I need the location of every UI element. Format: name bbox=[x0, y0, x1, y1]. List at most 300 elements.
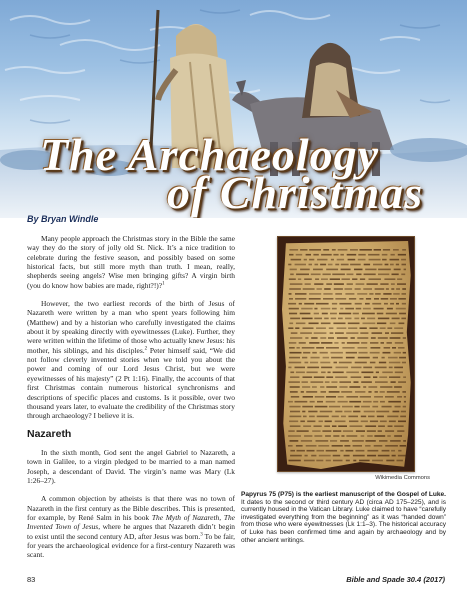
papyrus-script-stroke bbox=[378, 337, 388, 339]
papyrus-script-stroke bbox=[303, 352, 310, 354]
papyrus-script-stroke bbox=[342, 278, 350, 280]
papyrus-script-stroke bbox=[299, 342, 306, 344]
papyrus-script-stroke bbox=[390, 303, 394, 305]
papyrus-script-stroke bbox=[318, 445, 329, 447]
papyrus-script-stroke bbox=[339, 386, 347, 388]
papyrus-script-stroke bbox=[358, 347, 368, 349]
papyrus-script-stroke bbox=[326, 460, 331, 462]
papyrus-script-stroke bbox=[340, 440, 349, 442]
papyrus-script-stroke bbox=[356, 274, 361, 276]
papyrus-script-stroke bbox=[302, 357, 307, 359]
papyrus-script-stroke bbox=[288, 430, 294, 432]
papyrus-script-stroke bbox=[300, 332, 312, 334]
papyrus-script-stroke bbox=[368, 386, 377, 388]
papyrus-script-stroke bbox=[290, 450, 295, 452]
papyrus-script-stroke bbox=[347, 342, 360, 344]
papyrus-script-stroke bbox=[366, 440, 376, 442]
papyrus-script-stroke bbox=[338, 396, 344, 398]
papyrus-script-stroke bbox=[319, 455, 331, 457]
papyrus-script-stroke bbox=[289, 323, 293, 325]
papyrus-script-stroke bbox=[384, 278, 395, 280]
papyrus-script-stroke bbox=[328, 264, 333, 266]
papyrus-script-stroke bbox=[336, 367, 349, 369]
papyrus-script-stroke bbox=[290, 372, 294, 374]
papyrus-script-stroke bbox=[402, 293, 407, 295]
papyrus-script-stroke bbox=[328, 372, 331, 374]
papyrus-script-stroke bbox=[346, 396, 358, 398]
papyrus-script-stroke bbox=[387, 342, 392, 344]
papyrus-script-stroke bbox=[332, 303, 337, 305]
papyrus-script-stroke bbox=[388, 357, 398, 359]
papyrus-script-stroke bbox=[325, 421, 332, 423]
papyrus-script-stroke bbox=[371, 337, 376, 339]
title-line-2: of Christmas bbox=[167, 167, 424, 218]
papyrus-script-stroke bbox=[402, 391, 406, 393]
papyrus-script-stroke bbox=[314, 313, 319, 315]
papyrus-script-stroke bbox=[388, 401, 401, 403]
papyrus-script-stroke bbox=[367, 318, 375, 320]
papyrus-script-stroke bbox=[369, 259, 381, 261]
papyrus-script-stroke bbox=[322, 313, 328, 315]
figure-caption bbox=[241, 491, 446, 544]
papyrus-script-stroke bbox=[361, 421, 368, 423]
papyrus-script-stroke bbox=[353, 411, 360, 413]
photo-credit: Wikimedia Commons bbox=[375, 475, 430, 481]
papyrus-script-stroke bbox=[397, 430, 404, 432]
papyrus-script-stroke bbox=[308, 411, 317, 413]
papyrus-script-stroke bbox=[299, 303, 302, 305]
papyrus-script-stroke bbox=[354, 269, 363, 271]
papyrus-script-stroke bbox=[332, 249, 336, 251]
papyrus-script-stroke bbox=[315, 396, 325, 398]
papyrus-script-stroke bbox=[323, 298, 333, 300]
papyrus-script-stroke bbox=[321, 391, 327, 393]
papyrus-script-stroke bbox=[326, 269, 338, 271]
papyrus-script-stroke bbox=[394, 386, 402, 388]
papyrus-script-stroke bbox=[340, 450, 343, 452]
papyrus-script-stroke bbox=[379, 376, 387, 378]
page-number: 83 bbox=[27, 575, 36, 584]
papyrus-script-stroke bbox=[296, 323, 306, 325]
papyrus-script-stroke bbox=[391, 450, 395, 452]
papyrus-script-stroke bbox=[387, 391, 400, 393]
papyrus-script-stroke bbox=[331, 381, 337, 383]
papyrus-script-stroke bbox=[375, 293, 381, 295]
papyrus-script-stroke bbox=[396, 303, 399, 305]
papyrus-script-stroke bbox=[356, 430, 365, 432]
papyrus-script-stroke bbox=[306, 254, 311, 256]
papyrus-script-stroke bbox=[288, 445, 293, 447]
papyrus-script-stroke bbox=[393, 249, 399, 251]
papyrus-script-stroke bbox=[303, 327, 314, 329]
papyrus-script-stroke bbox=[333, 435, 339, 437]
papyrus-script-stroke bbox=[305, 337, 308, 339]
papyrus-script-stroke bbox=[311, 455, 316, 457]
papyrus-script-stroke bbox=[398, 347, 405, 349]
papyrus-script-stroke bbox=[338, 249, 348, 251]
papyrus-script-stroke bbox=[396, 288, 400, 290]
papyrus-script-stroke bbox=[317, 401, 323, 403]
papyrus-script-stroke bbox=[340, 254, 344, 256]
papyrus-script-stroke bbox=[301, 308, 312, 310]
papyrus-script-stroke bbox=[348, 259, 356, 261]
papyrus-script-stroke bbox=[311, 274, 321, 276]
papyrus-script-stroke bbox=[323, 357, 330, 359]
papyrus-script-stroke bbox=[394, 425, 403, 427]
papyrus-script-stroke bbox=[403, 376, 406, 378]
papyrus-script-stroke bbox=[362, 313, 375, 315]
papyrus-script-stroke bbox=[393, 411, 400, 413]
papyrus-script-stroke bbox=[290, 269, 297, 271]
papyrus-script-stroke bbox=[358, 357, 370, 359]
papyrus-script-stroke bbox=[397, 278, 402, 280]
papyrus-script-stroke bbox=[334, 362, 338, 364]
papyrus-script-stroke bbox=[361, 318, 365, 320]
papyrus-script-stroke bbox=[296, 274, 309, 276]
papyrus-script-stroke bbox=[374, 249, 381, 251]
papyrus-script-stroke bbox=[309, 323, 319, 325]
papyrus-script-stroke bbox=[399, 313, 406, 315]
papyrus-script-stroke bbox=[290, 440, 299, 442]
papyrus-script-stroke bbox=[289, 342, 297, 344]
papyrus-script-stroke bbox=[300, 313, 311, 315]
papyrus-script-stroke bbox=[302, 411, 305, 413]
papyrus-script-stroke bbox=[373, 401, 378, 403]
papyrus-script-stroke bbox=[398, 455, 406, 457]
papyrus-script-stroke bbox=[342, 406, 353, 408]
papyrus-script-stroke bbox=[309, 416, 315, 418]
mary-figure bbox=[302, 43, 372, 118]
papyrus-script-stroke bbox=[380, 401, 385, 403]
papyrus-script-stroke bbox=[395, 342, 403, 344]
papyrus-script-stroke bbox=[384, 303, 388, 305]
papyrus-script-stroke bbox=[359, 352, 368, 354]
papyrus-script-stroke bbox=[374, 308, 384, 310]
papyrus-script-stroke bbox=[306, 391, 317, 393]
papyrus-script-stroke bbox=[353, 455, 365, 457]
papyrus-script-stroke bbox=[316, 303, 329, 305]
papyrus-script-stroke bbox=[341, 416, 346, 418]
papyrus-script-stroke bbox=[373, 357, 378, 359]
papyrus-script-stroke bbox=[398, 450, 401, 452]
papyrus-script-stroke bbox=[290, 337, 302, 339]
papyrus-script-stroke bbox=[350, 264, 361, 266]
papyrus-script-stroke bbox=[325, 435, 331, 437]
papyrus-script-stroke bbox=[363, 323, 376, 325]
papyrus-script-stroke bbox=[345, 308, 354, 310]
papyrus-script-stroke bbox=[312, 430, 320, 432]
papyrus-script-stroke bbox=[321, 342, 332, 344]
papyrus-script-stroke bbox=[349, 421, 358, 423]
papyrus-script-stroke bbox=[353, 313, 359, 315]
papyrus-script-stroke bbox=[311, 357, 320, 359]
papyrus-script-stroke bbox=[319, 421, 323, 423]
papyrus-script-stroke bbox=[302, 406, 313, 408]
papyrus-script-stroke bbox=[348, 327, 357, 329]
papyrus-script-stroke bbox=[314, 318, 322, 320]
paragraph-4: A common objection by atheists is that there was no town of Nazareth in the first century as the Bible describes. This is presented, for example, by René Salm in his book The Myth of Nazareth, The Invented Town of Jesus, where he argues that Nazareth didn’t begin to exist until the second century AD, after Jesus was born.$^3$ To be fair, for years the archaeological evidence for a first-century Nazareth was scant. bbox=[27, 494, 235, 560]
papyrus-script-stroke bbox=[332, 425, 337, 427]
papyrus-script-stroke bbox=[335, 376, 347, 378]
papyrus-script-stroke bbox=[337, 327, 347, 329]
papyrus-script-stroke bbox=[380, 283, 388, 285]
papyrus-script-stroke bbox=[385, 430, 394, 432]
papyrus-script-stroke bbox=[324, 288, 331, 290]
papyrus-script-stroke bbox=[373, 376, 377, 378]
papyrus-script-stroke bbox=[320, 264, 326, 266]
papyrus-script-stroke bbox=[346, 357, 355, 359]
papyrus-script-stroke bbox=[375, 381, 388, 383]
papyrus-script-stroke bbox=[297, 347, 300, 349]
papyrus-script-stroke bbox=[341, 391, 352, 393]
papyrus-script-stroke bbox=[316, 327, 326, 329]
papyrus-script-stroke bbox=[368, 254, 379, 256]
body-column bbox=[27, 234, 235, 569]
papyrus-script-stroke bbox=[394, 327, 403, 329]
papyrus-script-stroke bbox=[315, 406, 328, 408]
papyrus-photo-frame bbox=[277, 236, 415, 472]
papyrus-script-stroke bbox=[367, 455, 376, 457]
papyrus-script-stroke bbox=[290, 411, 300, 413]
author-byline: By Bryan Windle bbox=[27, 214, 99, 224]
papyrus-script-stroke bbox=[313, 269, 323, 271]
papyrus-script-stroke bbox=[355, 362, 367, 364]
article-title bbox=[0, 128, 467, 218]
journal-citation: Bible and Spade 30.4 (2017) bbox=[346, 575, 445, 584]
papyrus-script-stroke bbox=[329, 327, 334, 329]
papyrus-script-stroke bbox=[382, 406, 392, 408]
papyrus-script-stroke bbox=[344, 445, 350, 447]
papyrus-script-stroke bbox=[397, 460, 403, 462]
papyrus-script-stroke bbox=[289, 278, 296, 280]
papyrus-script-stroke bbox=[384, 347, 391, 349]
papyrus-script-stroke bbox=[385, 396, 394, 398]
papyrus-script-stroke bbox=[343, 430, 353, 432]
papyrus-script-stroke bbox=[290, 416, 302, 418]
papyrus-script-stroke bbox=[297, 450, 305, 452]
papyrus-script-stroke bbox=[382, 450, 390, 452]
papyrus-script-stroke bbox=[400, 416, 406, 418]
papyrus-script-stroke bbox=[350, 249, 358, 251]
papyrus-script-stroke bbox=[351, 337, 355, 339]
footnote-ref-2: 2 bbox=[144, 346, 148, 352]
papyrus-text-lines bbox=[282, 241, 412, 469]
papyrus-script-stroke bbox=[288, 327, 293, 329]
papyrus-script-stroke bbox=[402, 288, 406, 290]
caption-body: It dates to the second or third century AD (circa AD 175–225), and is currently housed in the Vatican Library. Luke claimed to have “carefully investigated everything from the beginning” as it was “handed down” from those who were eyewitnesses (Lk 1:1–3). The historical accuracy of Luke has been confirmed time and again by archaeology and by other ancient writings. bbox=[241, 498, 446, 544]
papyrus-script-stroke bbox=[314, 308, 317, 310]
papyrus-script-stroke bbox=[360, 278, 365, 280]
papyrus-script-stroke bbox=[328, 337, 334, 339]
papyrus-script-stroke bbox=[317, 288, 322, 290]
papyrus-script-stroke bbox=[390, 440, 401, 442]
papyrus-script-stroke bbox=[326, 450, 337, 452]
papyrus-script-stroke bbox=[354, 318, 359, 320]
papyrus-script-stroke bbox=[307, 367, 319, 369]
papyrus-script-stroke bbox=[321, 372, 326, 374]
papyrus-script-stroke bbox=[368, 391, 371, 393]
papyrus-script-stroke bbox=[333, 372, 344, 374]
papyrus-script-stroke bbox=[382, 254, 388, 256]
papyrus-script-stroke bbox=[289, 288, 301, 290]
papyrus-script-stroke bbox=[361, 381, 372, 383]
paragraph-3: In the sixth month, God sent the angel Gabriel to Nazareth, a town in Galilee, to a virgin pledged to be married to a man named Joseph, a descendant of David. The virgin’s name was Mary (Lk 1:26–27). bbox=[27, 447, 235, 485]
papyrus-script-stroke bbox=[316, 460, 323, 462]
papyrus-script-stroke bbox=[295, 367, 306, 369]
papyrus-script-stroke bbox=[346, 460, 350, 462]
papyrus-script-stroke bbox=[358, 254, 365, 256]
papyrus-script-stroke bbox=[372, 332, 383, 334]
papyrus-script-stroke bbox=[370, 362, 376, 364]
papyrus-script-stroke bbox=[360, 396, 371, 398]
papyrus-script-stroke bbox=[334, 342, 338, 344]
papyrus-script-stroke bbox=[376, 411, 389, 413]
papyrus-script-stroke bbox=[335, 421, 346, 423]
papyrus-script-stroke bbox=[372, 303, 381, 305]
papyrus-script-stroke bbox=[321, 323, 331, 325]
papyrus-script-stroke bbox=[402, 264, 407, 266]
papyrus-script-stroke bbox=[394, 352, 401, 354]
papyrus-script-stroke bbox=[330, 313, 337, 315]
papyrus-script-stroke bbox=[375, 288, 385, 290]
papyrus-script-stroke bbox=[402, 303, 406, 305]
papyrus-script-stroke bbox=[326, 386, 337, 388]
papyrus-script-stroke bbox=[309, 259, 314, 261]
papyrus-script-stroke bbox=[302, 386, 310, 388]
papyrus-script-stroke bbox=[357, 337, 368, 339]
papyrus-script-stroke bbox=[404, 401, 406, 403]
papyrus-script-stroke bbox=[302, 381, 308, 383]
papyrus-script-stroke bbox=[369, 278, 382, 280]
papyrus-script-stroke bbox=[313, 254, 318, 256]
papyrus-script-stroke bbox=[370, 342, 378, 344]
papyrus-script-stroke bbox=[364, 411, 375, 413]
papyrus-script-stroke bbox=[334, 288, 343, 290]
papyrus-script-stroke bbox=[372, 460, 383, 462]
papyrus-script-stroke bbox=[310, 362, 318, 364]
papyrus-script-stroke bbox=[306, 445, 317, 447]
section-heading-nazareth: Nazareth bbox=[27, 427, 72, 440]
papyrus-script-stroke bbox=[389, 362, 401, 364]
papyrus-script-stroke bbox=[304, 435, 312, 437]
papyrus-script-stroke bbox=[330, 332, 334, 334]
papyrus-script-stroke bbox=[321, 278, 328, 280]
papyrus-script-stroke bbox=[340, 308, 343, 310]
hero-banner bbox=[0, 0, 467, 218]
papyrus-script-stroke bbox=[324, 425, 330, 427]
papyrus-script-stroke bbox=[303, 376, 313, 378]
papyrus-script-stroke bbox=[355, 288, 361, 290]
papyrus-script-stroke bbox=[346, 372, 359, 374]
papyrus-script-stroke bbox=[355, 391, 365, 393]
papyrus-script-stroke bbox=[326, 396, 336, 398]
papyrus-script-stroke bbox=[303, 425, 311, 427]
papyrus-script-stroke bbox=[387, 416, 398, 418]
papyrus-script-stroke bbox=[403, 352, 406, 354]
papyrus-script-stroke bbox=[386, 288, 389, 290]
papyrus-script-stroke bbox=[315, 264, 319, 266]
papyrus-script-stroke bbox=[391, 381, 396, 383]
papyrus-script-stroke bbox=[387, 308, 393, 310]
papyrus-script-stroke bbox=[290, 455, 302, 457]
papyrus-script-stroke bbox=[378, 455, 390, 457]
papyrus-script-stroke bbox=[334, 283, 344, 285]
papyrus-script-stroke bbox=[377, 313, 384, 315]
papyrus-script-stroke bbox=[289, 347, 295, 349]
papyrus-script-stroke bbox=[329, 391, 340, 393]
papyrus-script-stroke bbox=[312, 386, 317, 388]
papyrus-script-stroke bbox=[403, 337, 406, 339]
papyrus-script-stroke bbox=[389, 421, 396, 423]
papyrus-script-stroke bbox=[337, 337, 348, 339]
papyrus-script-stroke bbox=[290, 391, 298, 393]
papyrus-script-stroke bbox=[342, 347, 354, 349]
papyrus-script-stroke bbox=[290, 318, 300, 320]
papyrus-script-stroke bbox=[380, 421, 387, 423]
papyrus-script-stroke bbox=[301, 440, 312, 442]
papyrus-script-stroke bbox=[303, 288, 315, 290]
papyrus-script-stroke bbox=[290, 386, 300, 388]
papyrus-script-stroke bbox=[309, 264, 313, 266]
papyrus-script-stroke bbox=[364, 274, 376, 276]
papyrus-script-stroke bbox=[377, 416, 384, 418]
papyrus-script-stroke bbox=[378, 318, 389, 320]
papyrus-script-stroke bbox=[324, 318, 329, 320]
papyrus-script-stroke bbox=[291, 396, 299, 398]
papyrus-script-stroke bbox=[355, 303, 362, 305]
papyrus-script-stroke bbox=[361, 342, 367, 344]
papyrus-script-stroke bbox=[309, 298, 321, 300]
title-line-1: The Archaeology bbox=[40, 129, 380, 180]
papyrus-script-stroke bbox=[349, 386, 360, 388]
papyrus-script-stroke bbox=[295, 264, 306, 266]
caption-lead: Papyrus 75 (P75) is the earliest manuscript of the Gospel of Luke. bbox=[241, 491, 446, 498]
papyrus-script-stroke bbox=[341, 264, 349, 266]
papyrus-script-stroke bbox=[363, 367, 372, 369]
papyrus-script-stroke bbox=[304, 278, 312, 280]
papyrus-script-stroke bbox=[381, 298, 389, 300]
papyrus-script-stroke bbox=[361, 372, 373, 374]
papyrus-script-stroke bbox=[351, 376, 362, 378]
papyrus-script-stroke bbox=[403, 440, 406, 442]
papyrus-script-stroke bbox=[345, 293, 354, 295]
papyrus-script-stroke bbox=[304, 259, 307, 261]
papyrus-script-stroke bbox=[344, 455, 350, 457]
papyrus-script-stroke bbox=[320, 411, 333, 413]
papyrus-script-stroke bbox=[363, 401, 372, 403]
papyrus-script-stroke bbox=[335, 293, 342, 295]
papyrus-script-stroke bbox=[388, 425, 393, 427]
papyrus-script-stroke bbox=[341, 269, 351, 271]
papyrus-script-stroke bbox=[359, 460, 370, 462]
papyrus-script-stroke bbox=[367, 435, 373, 437]
papyrus-script-stroke bbox=[290, 283, 303, 285]
papyrus-script-stroke bbox=[399, 357, 406, 359]
papyrus-script-stroke bbox=[379, 362, 386, 364]
paragraph-1: Many people approach the Christmas story in the Bible the same way they do the story of jolly old St. Nick. It’s a nice tradition to celebrate during the festive season, and possibly based on some historical facts, but still more myth than truth. I mean, really, shepherds seeing angels? Wise men bringing gifts? A virgin birth (you do know how babies are made, right?!)?$^1$ bbox=[27, 234, 235, 290]
papyrus-script-stroke bbox=[387, 435, 391, 437]
papyrus-script-stroke bbox=[365, 445, 371, 447]
papyrus-script-stroke bbox=[302, 318, 313, 320]
papyrus-script-stroke bbox=[371, 347, 381, 349]
papyrus-script-stroke bbox=[289, 308, 299, 310]
papyrus-script-stroke bbox=[356, 308, 362, 310]
papyrus-script-stroke bbox=[289, 357, 300, 359]
papyrus-script-stroke bbox=[360, 249, 372, 251]
papyrus-script-stroke bbox=[369, 327, 377, 329]
papyrus-script-stroke bbox=[314, 332, 327, 334]
papyrus-script-stroke bbox=[317, 416, 329, 418]
